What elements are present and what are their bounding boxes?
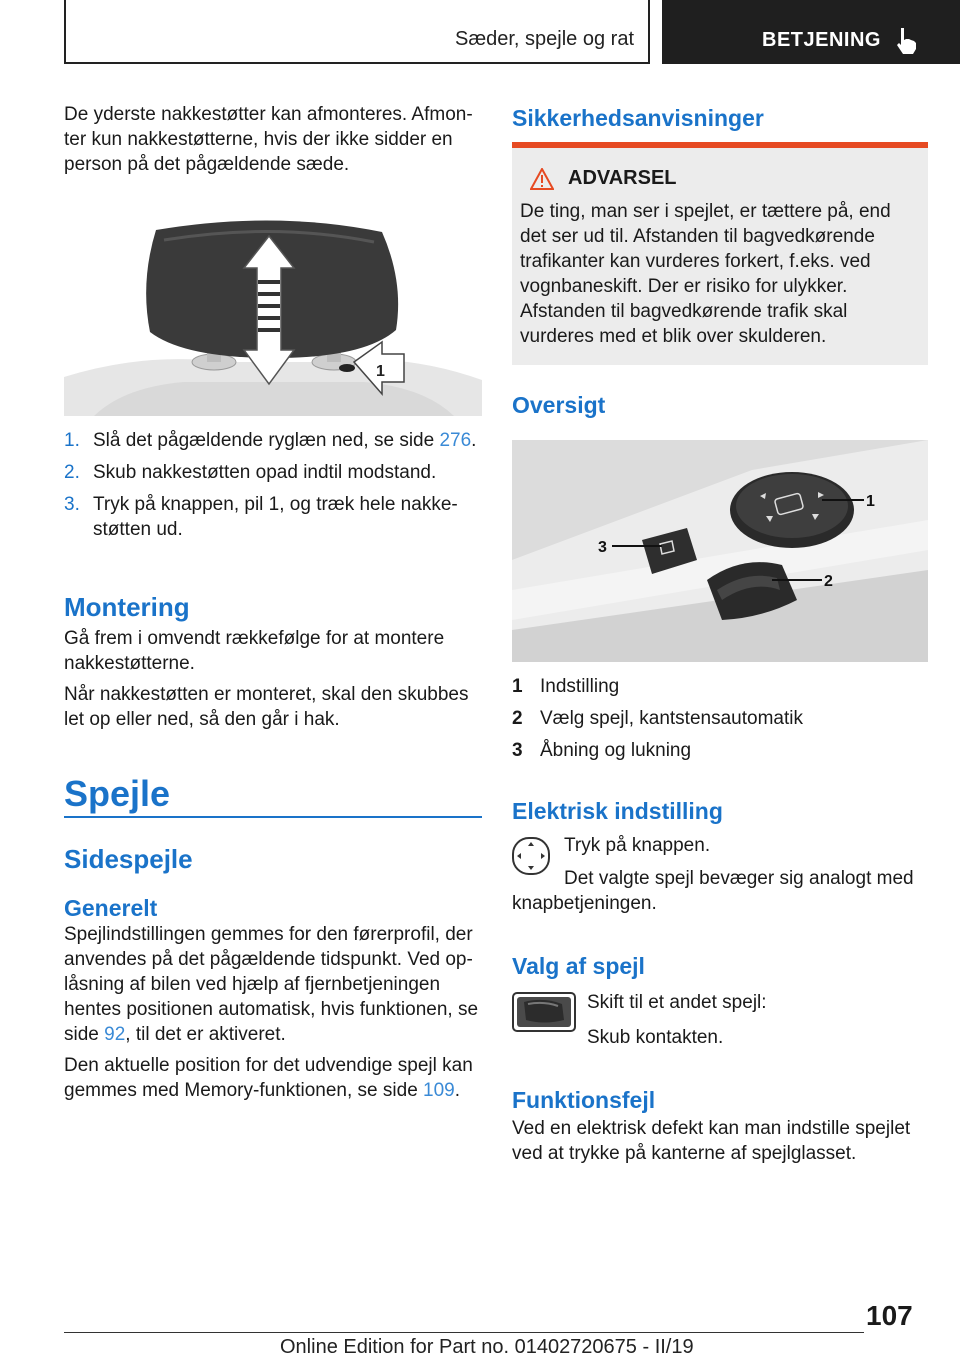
header-section-tab bbox=[64, 0, 650, 64]
generelt-p1-end: , til det er aktiveret. bbox=[125, 1024, 286, 1045]
spejle-heading: Spejle bbox=[64, 773, 171, 814]
step-item bbox=[64, 492, 482, 542]
funktionsfejl-paragraph: Ved en elektrisk defekt kan man indstille spejlet ved at trykke på kanterne af spejlglasset. bbox=[512, 1118, 911, 1164]
left-column bbox=[64, 102, 482, 177]
warning-title: ADVARSEL bbox=[568, 167, 677, 189]
valg-heading: Valg af spejl bbox=[512, 953, 645, 979]
legend-key: 1 bbox=[512, 676, 523, 697]
generelt-paragraph-1 bbox=[64, 922, 482, 1047]
mirror-switch-icon bbox=[512, 992, 576, 1032]
page-link-109[interactable]: 109 bbox=[423, 1080, 455, 1101]
step-text: Slå det pågældende ryglæn ned, se side bbox=[93, 430, 440, 451]
step-item bbox=[64, 428, 482, 453]
generelt-p2-end: . bbox=[454, 1080, 461, 1101]
joystick-button-icon bbox=[512, 837, 550, 875]
legend-text: Åbning og lukning bbox=[540, 740, 692, 761]
step-number: 3. bbox=[64, 494, 80, 515]
headrest-figure-label: 1 bbox=[376, 363, 385, 380]
overview-label-2: 2 bbox=[824, 573, 833, 590]
safety-section bbox=[512, 104, 928, 419]
warning-triangle-icon bbox=[530, 168, 554, 190]
header-section-title: Sæder, spejle og rat bbox=[455, 28, 634, 50]
headrest-illustration bbox=[64, 212, 482, 416]
generelt-heading: Generelt bbox=[64, 895, 158, 921]
intro-paragraph: De yderste nakkestøtter kan afmonteres. Afmonter kun nakkestøtterne, hvis der ikke sidder en person på det pågældende sæde. bbox=[64, 104, 473, 175]
pointing-hand-icon bbox=[894, 26, 920, 56]
montering-paragraph-2: Når nakkestøtten er monteret, skal den skubbes let op eller ned, så den går i hak. bbox=[64, 684, 469, 730]
warning-box bbox=[512, 148, 928, 365]
step-number: 2. bbox=[64, 462, 80, 483]
sidespejle-heading: Sidespejle bbox=[64, 844, 193, 874]
step-text: Skub nakkestøtten opad indtil modstand. bbox=[93, 462, 437, 483]
step-number: 1. bbox=[64, 430, 80, 451]
spejle-rule bbox=[64, 816, 482, 818]
footer-edition: Online Edition for Part no. 01402720675 - II/19 bbox=[280, 1336, 694, 1358]
valg-paragraph-1: Skift til et andet spejl: bbox=[587, 992, 767, 1013]
elektrisk-heading: Elektrisk indstilling bbox=[512, 798, 723, 824]
montering-section bbox=[64, 592, 482, 732]
header-chapter-title: BETJENING bbox=[762, 29, 881, 51]
warning-title-row bbox=[520, 166, 922, 191]
step-item bbox=[64, 460, 482, 485]
valg-paragraph-2: Skub kontakten. bbox=[587, 1027, 724, 1048]
generelt-p1-text: Spejlindstillingen gemmes for den førerprofil, der anvendes på det pågældende tidspunkt. Ved oplåsning af bilen ved hjælp af fjernbetjeningen hentes positionen automatisk, hvis funktionen, se side bbox=[64, 924, 479, 1045]
step-text: Tryk på knappen, pil 1, og træk hele nakkestøtten ud. bbox=[93, 494, 458, 540]
legend-text: Vælg spejl, kantstensautomatik bbox=[540, 708, 803, 729]
safety-heading: Sikkerhedsanvisninger bbox=[512, 105, 764, 131]
funktionsfejl-heading: Funktionsfejl bbox=[512, 1087, 656, 1113]
elektrisk-paragraph-2: Det valgte spejl bevæger sig analogt med knapbetjeningen. bbox=[512, 868, 914, 914]
montering-heading: Montering bbox=[64, 592, 190, 622]
overview-label-1: 1 bbox=[866, 493, 875, 510]
footer-rule bbox=[64, 1332, 864, 1333]
oversigt-heading: Oversigt bbox=[512, 392, 606, 418]
page-link-92[interactable]: 92 bbox=[104, 1024, 126, 1045]
step-text-end: . bbox=[471, 430, 477, 451]
overview-label-3: 3 bbox=[598, 539, 607, 556]
elektrisk-paragraph-1: Tryk på knappen. bbox=[564, 835, 711, 856]
warning-text: De ting, man ser i spejlet, er tættere på, end det ser ud til. Afstanden til bagvedkørende trafikanter kan vurderes forkert, f.eks. ved vognbaneskift. Der er risiko for ulykker. Afstanden til bagvedkørende trafik skal vurderes med et blik over skulderen. bbox=[520, 201, 891, 347]
steps-block bbox=[64, 428, 482, 549]
page-number: 107 bbox=[866, 1300, 913, 1331]
valg-block bbox=[512, 990, 928, 1050]
spejle-section bbox=[64, 772, 482, 1103]
mirror-control-illustration bbox=[512, 440, 928, 662]
legend-and-sections bbox=[512, 674, 928, 1166]
legend-text: Indstilling bbox=[540, 676, 620, 697]
montering-paragraph-1: Gå frem i omvendt rækkefølge for at montere nakkestøtterne. bbox=[64, 628, 445, 674]
generelt-p2-text: Den aktuelle position for det udvendige spejl kan gemmes med Memory-funktionen, se side bbox=[64, 1055, 473, 1101]
generelt-paragraph-2 bbox=[64, 1053, 482, 1103]
elektrisk-block bbox=[512, 833, 928, 916]
legend-key: 2 bbox=[512, 708, 523, 729]
legend-key: 3 bbox=[512, 740, 523, 761]
page-link-276[interactable]: 276 bbox=[439, 430, 472, 451]
legend bbox=[512, 674, 928, 763]
